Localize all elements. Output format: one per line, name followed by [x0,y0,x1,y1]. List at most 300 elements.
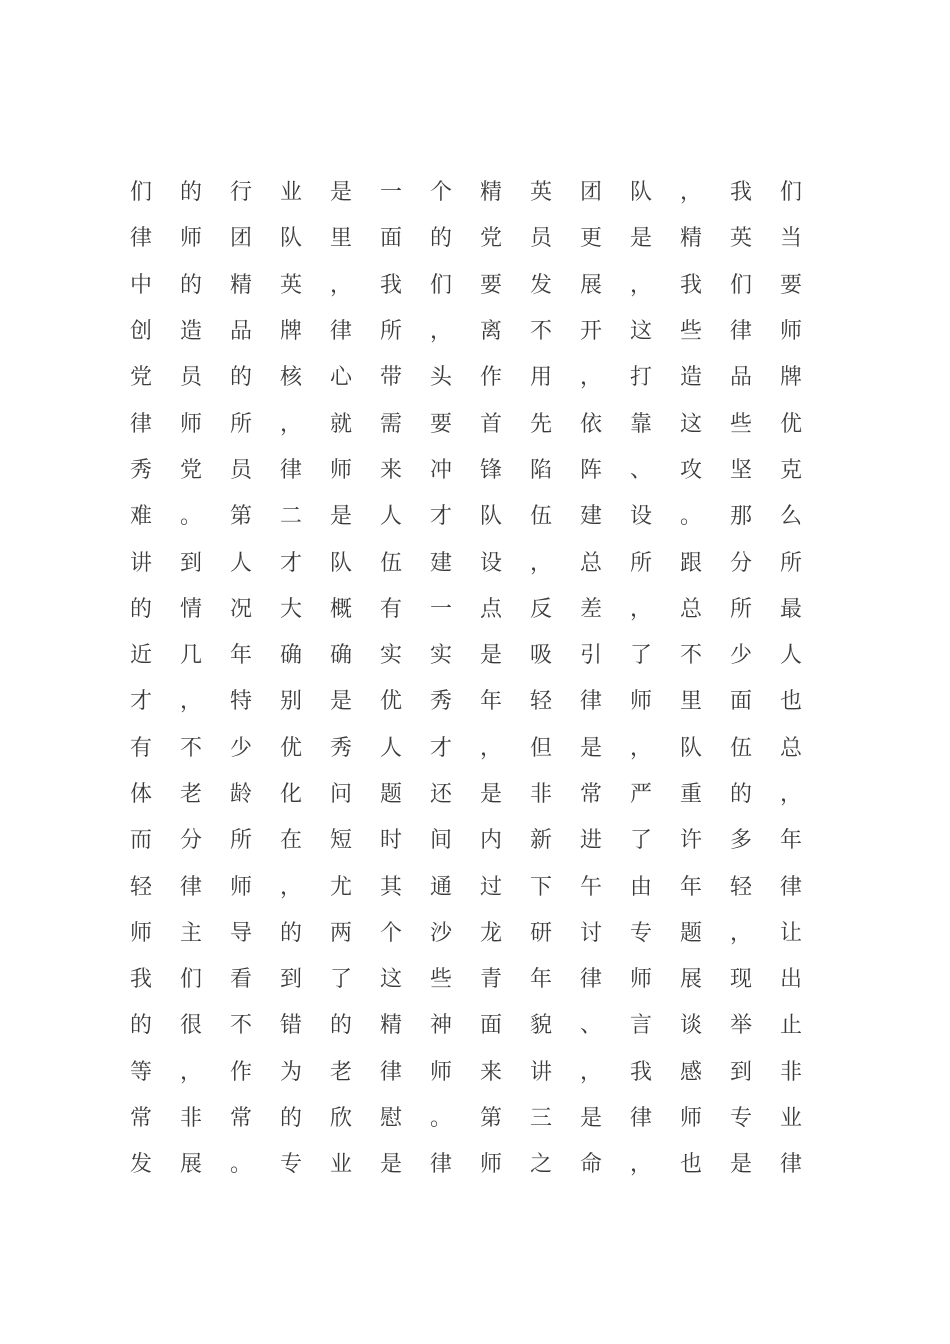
text-char: 吸 [529,643,552,669]
text-char: 专 [729,1106,752,1132]
text-char: 师 [779,319,802,345]
text-line [116,309,816,355]
text-char: 由 [629,874,652,900]
text-char: 难 [129,504,152,530]
text-char: 创 [129,319,152,345]
text-char: 实 [429,643,452,669]
text-char: 化 [279,782,302,807]
text-char: 不 [679,643,702,669]
text-char: 间 [429,828,452,854]
text-char: 的 [179,272,202,298]
text-char: 一 [429,596,452,622]
text-char: 不 [179,735,202,761]
text-char: 精 [379,1013,402,1039]
text-char: 师 [679,1106,702,1132]
text-char: 律 [129,226,152,252]
text-char: 慰 [379,1106,402,1132]
text-char: 。 [679,504,702,530]
text-char: 情 [179,596,202,622]
text-char: 面 [479,1013,502,1039]
text-char: 到 [179,550,202,576]
text-char: 人 [379,504,402,530]
text-char: 秀 [329,735,352,761]
text-char: 导 [229,920,252,946]
text-char: 专 [629,920,652,946]
text-char: 员 [229,457,252,483]
text-char: 有 [379,596,402,622]
text-char: 的 [279,1106,302,1132]
text-char: 主 [179,920,202,946]
text-char: 英 [729,226,752,252]
text-char: 设 [629,504,652,530]
text-char: 坚 [729,457,752,483]
text-char: 精 [679,226,702,252]
text-char: 了 [629,643,652,669]
text-char: 分 [729,550,752,576]
text-char: ， [179,689,202,715]
text-char: 题 [379,782,402,807]
text-char: 到 [729,1059,752,1085]
text-char: 引 [579,643,602,669]
text-char: 陷 [529,457,552,483]
text-char: 一 [379,180,402,206]
text-char: 况 [229,596,252,622]
text-char: 英 [529,180,552,206]
text-char: 造 [179,319,202,345]
text-char: 止 [779,1013,802,1039]
text-char: 。 [179,504,202,530]
text-line [116,401,816,447]
text-char: 些 [429,967,452,993]
text-char: 少 [729,643,752,669]
text-char: 伍 [379,550,402,576]
text-char: 许 [679,828,702,854]
text-char: 人 [779,643,802,669]
text-char: 律 [579,689,602,715]
text-char: 首 [479,411,502,437]
text-char: 阵 [579,457,602,483]
text-char: 品 [229,319,252,345]
text-char: 人 [229,550,252,576]
text-char: 轻 [729,874,752,900]
text-char: 用 [529,365,552,391]
text-char: 秀 [129,457,152,483]
text-char: 老 [179,782,202,807]
text-char: 品 [729,365,752,391]
text-char: 。 [229,1152,252,1178]
text-line [116,587,816,633]
text-char: 常 [129,1106,152,1132]
text-char: 业 [279,180,302,206]
text-char: 年 [479,689,502,715]
text-char: 作 [479,365,502,391]
text-char: 的 [129,1013,152,1039]
text-char: 造 [679,365,702,391]
text-char: 们 [179,967,202,993]
text-char: 让 [779,920,802,946]
text-char: 建 [429,550,452,576]
text-char: 才 [429,735,452,761]
text-char: 来 [479,1059,502,1085]
text-char: 是 [479,782,502,807]
text-char: ， [429,319,452,345]
text-char: 而 [129,828,152,854]
text-char: 为 [279,1059,302,1085]
text-char: 确 [329,643,352,669]
text-char: 师 [179,226,202,252]
text-char: 我 [129,967,152,993]
text-char: 第 [229,504,252,530]
text-char: 要 [429,411,452,437]
text-char: 专 [279,1152,302,1178]
text-char: 了 [329,967,352,993]
text-char: 很 [179,1013,202,1039]
text-char: 依 [579,411,602,437]
text-char: 别 [279,689,302,715]
text-char: 时 [379,828,402,854]
text-char: 师 [229,874,252,900]
text-char: 那 [729,504,752,530]
text-char: 么 [779,504,802,530]
text-char: 的 [129,596,152,622]
text-char: 这 [679,411,702,437]
text-char: 先 [529,411,552,437]
text-char: 大 [279,596,302,622]
text-char: 才 [279,550,302,576]
text-char: 欣 [329,1106,352,1132]
text-char: 律 [629,1106,652,1132]
text-char: 我 [679,272,702,298]
text-char: ， [729,920,752,946]
text-char: 要 [479,272,502,298]
text-char: 律 [179,874,202,900]
text-char: 我 [379,272,402,298]
text-char: 队 [279,226,302,252]
text-char: 最 [779,596,802,622]
text-char: 年 [679,874,702,900]
text-char: 英 [279,272,302,298]
text-char: 多 [729,828,752,854]
text-char: 青 [479,967,502,993]
text-char: 我 [729,180,752,206]
text-char: 律 [579,967,602,993]
text-char: 发 [129,1152,152,1178]
text-char: 少 [229,735,252,761]
text-char: 们 [429,272,452,298]
text-line [116,726,816,772]
text-char: 我 [629,1059,652,1085]
text-char: 还 [429,782,452,807]
text-char: ， [629,272,652,298]
text-char: 举 [729,1013,752,1039]
text-char: 是 [729,1152,752,1178]
text-char: 是 [579,735,602,761]
text-char: 律 [779,1152,802,1178]
text-char: 中 [129,272,152,298]
text-char: 感 [679,1059,702,1085]
text-line [116,170,816,216]
text-char: 这 [629,319,652,345]
text-char: 几 [179,643,202,669]
text-line [116,679,816,725]
text-char: 是 [579,1106,602,1132]
text-char: ， [329,272,352,298]
text-line [116,494,816,540]
text-char: 师 [429,1059,452,1085]
text-char: 重 [679,782,702,807]
text-char: 是 [329,180,352,206]
text-char: 的 [429,226,452,252]
text-char: 题 [679,920,702,946]
text-char: 新 [529,828,552,854]
text-char: 党 [129,365,152,391]
text-char: 问 [329,782,352,807]
text-char: 要 [779,272,802,298]
text-char: 反 [529,596,552,622]
text-char: 命 [579,1152,602,1178]
text-char: 展 [679,967,702,993]
text-char: 师 [329,457,352,483]
text-char: 牌 [779,365,802,391]
text-char: 才 [429,504,452,530]
text-char: ， [629,735,652,761]
text-char: 所 [629,550,652,576]
text-char: ， [779,782,802,807]
text-char: 三 [529,1106,552,1132]
text-line [116,772,816,818]
text-char: 精 [229,272,252,298]
text-char: 离 [479,319,502,345]
text-char: 克 [779,457,802,483]
text-char: ， [629,596,652,622]
text-line [116,1003,816,1049]
text-line [116,216,816,262]
text-char: 师 [179,411,202,437]
text-char: 、 [579,1013,602,1039]
text-char: 分 [179,828,202,854]
text-char: 所 [229,411,252,437]
text-char: 才 [129,689,152,715]
text-char: 攻 [679,457,702,483]
text-char: 优 [279,735,302,761]
text-line [116,1096,816,1142]
text-char: 错 [279,1013,302,1039]
text-char: 是 [379,1152,402,1178]
text-char: 等 [129,1059,152,1085]
text-char: ， [179,1059,202,1085]
text-char: 来 [379,457,402,483]
text-char: 这 [379,967,402,993]
text-char: 尤 [329,874,352,900]
text-char: 队 [329,550,352,576]
text-char: 通 [429,874,452,900]
text-char: 。 [429,1106,452,1132]
text-char: 核 [279,365,302,391]
text-char: 党 [479,226,502,252]
text-line [116,957,816,1003]
text-char: ， [479,735,502,761]
text-char: 所 [229,828,252,854]
text-char: 所 [379,319,402,345]
text-char: 有 [129,735,152,761]
text-char: 个 [379,920,402,946]
text-char: 的 [279,920,302,946]
text-char: 业 [779,1106,802,1132]
text-char: 师 [479,1152,502,1178]
text-char: 需 [379,411,402,437]
text-line [116,818,816,864]
text-char: 、 [629,457,652,483]
text-char: 总 [779,735,802,761]
text-char: 伍 [729,735,752,761]
text-line [116,1050,816,1096]
text-char: 更 [579,226,602,252]
text-char: ， [579,365,602,391]
text-char: ， [529,550,552,576]
text-char: 到 [279,967,302,993]
text-char: 是 [629,226,652,252]
text-char: 头 [429,365,452,391]
text-char: 内 [479,828,502,854]
text-char: ， [679,180,702,206]
text-char: 的 [229,365,252,391]
text-char: 员 [529,226,552,252]
text-char: 貌 [529,1013,552,1039]
text-char: 近 [129,643,152,669]
text-char: 开 [579,319,602,345]
text-char: 精 [479,180,502,206]
text-char: 点 [479,596,502,622]
text-char: 跟 [679,550,702,576]
text-char: 发 [529,272,552,298]
text-char: 总 [679,596,702,622]
text-line [116,1142,816,1188]
text-char: 年 [229,643,252,669]
text-line [116,633,816,679]
text-char: 现 [729,967,752,993]
text-char: 出 [779,967,802,993]
text-char: 优 [779,411,802,437]
text-char: 非 [779,1059,802,1085]
text-char: 非 [179,1106,202,1132]
text-char: 的 [179,180,202,206]
text-char: 实 [379,643,402,669]
text-char: 建 [579,504,602,530]
text-char: 队 [479,504,502,530]
text-char: 师 [629,689,652,715]
text-char: 面 [729,689,752,715]
text-char: 锋 [479,457,502,483]
text-char: 所 [779,550,802,576]
text-char: ， [279,874,302,900]
text-char: 的 [729,782,752,807]
text-char: 特 [229,689,252,715]
text-char: 过 [479,874,502,900]
text-char: 之 [529,1152,552,1178]
text-char: 短 [329,828,352,854]
text-char: 进 [579,828,602,854]
text-char: 里 [329,226,352,252]
text-char: 当 [779,226,802,252]
text-char: 队 [679,735,702,761]
text-line [116,911,816,957]
text-char: 非 [529,782,552,807]
text-char: 里 [679,689,702,715]
text-char: 党 [179,457,202,483]
text-char: 也 [779,689,802,715]
text-char: 所 [729,596,752,622]
text-char: 常 [229,1106,252,1132]
text-char: 轻 [129,874,152,900]
text-char: 但 [529,735,552,761]
text-char: 其 [379,874,402,900]
text-char: 的 [329,1013,352,1039]
text-char: 常 [579,782,602,807]
text-char: 在 [279,828,302,854]
text-char: 年 [779,828,802,854]
text-char: ， [279,411,302,437]
text-char: 个 [429,180,452,206]
body-text [116,170,816,1189]
text-char: 概 [329,596,352,622]
text-char: 优 [379,689,402,715]
text-char: 们 [129,180,152,206]
text-char: 行 [229,180,252,206]
text-char: 是 [329,504,352,530]
text-char: 年 [529,967,552,993]
text-char: 些 [729,411,752,437]
text-char: 作 [229,1059,252,1085]
text-char: 两 [329,920,352,946]
text-char: 第 [479,1106,502,1132]
text-char: 龙 [479,920,502,946]
text-line [116,448,816,494]
text-char: 午 [579,874,602,900]
text-char: 确 [279,643,302,669]
text-char: 律 [779,874,802,900]
text-char: 研 [529,920,552,946]
text-char: 靠 [629,411,652,437]
text-char: 讲 [529,1059,552,1085]
text-char: 神 [429,1013,452,1039]
text-char: 展 [179,1152,202,1178]
text-char: 牌 [279,319,302,345]
text-char: 了 [629,828,652,854]
text-char: 律 [429,1152,452,1178]
text-char: 体 [129,782,152,807]
text-char: 沙 [429,920,452,946]
text-char: 轻 [529,689,552,715]
text-char: 心 [329,365,352,391]
text-char: 团 [579,180,602,206]
text-char: 严 [629,782,652,807]
text-char: 员 [179,365,202,391]
text-char: 团 [229,226,252,252]
text-char: 律 [129,411,152,437]
text-char: 们 [779,180,802,206]
text-char: 也 [679,1152,702,1178]
text-char: 伍 [529,504,552,530]
text-char: 老 [329,1059,352,1085]
text-line [116,540,816,586]
text-char: 面 [379,226,402,252]
text-char: 不 [229,1013,252,1039]
text-char: 律 [329,319,352,345]
text-char: 师 [129,920,152,946]
text-char: 律 [379,1059,402,1085]
text-char: 秀 [429,689,452,715]
text-char: 设 [479,550,502,576]
